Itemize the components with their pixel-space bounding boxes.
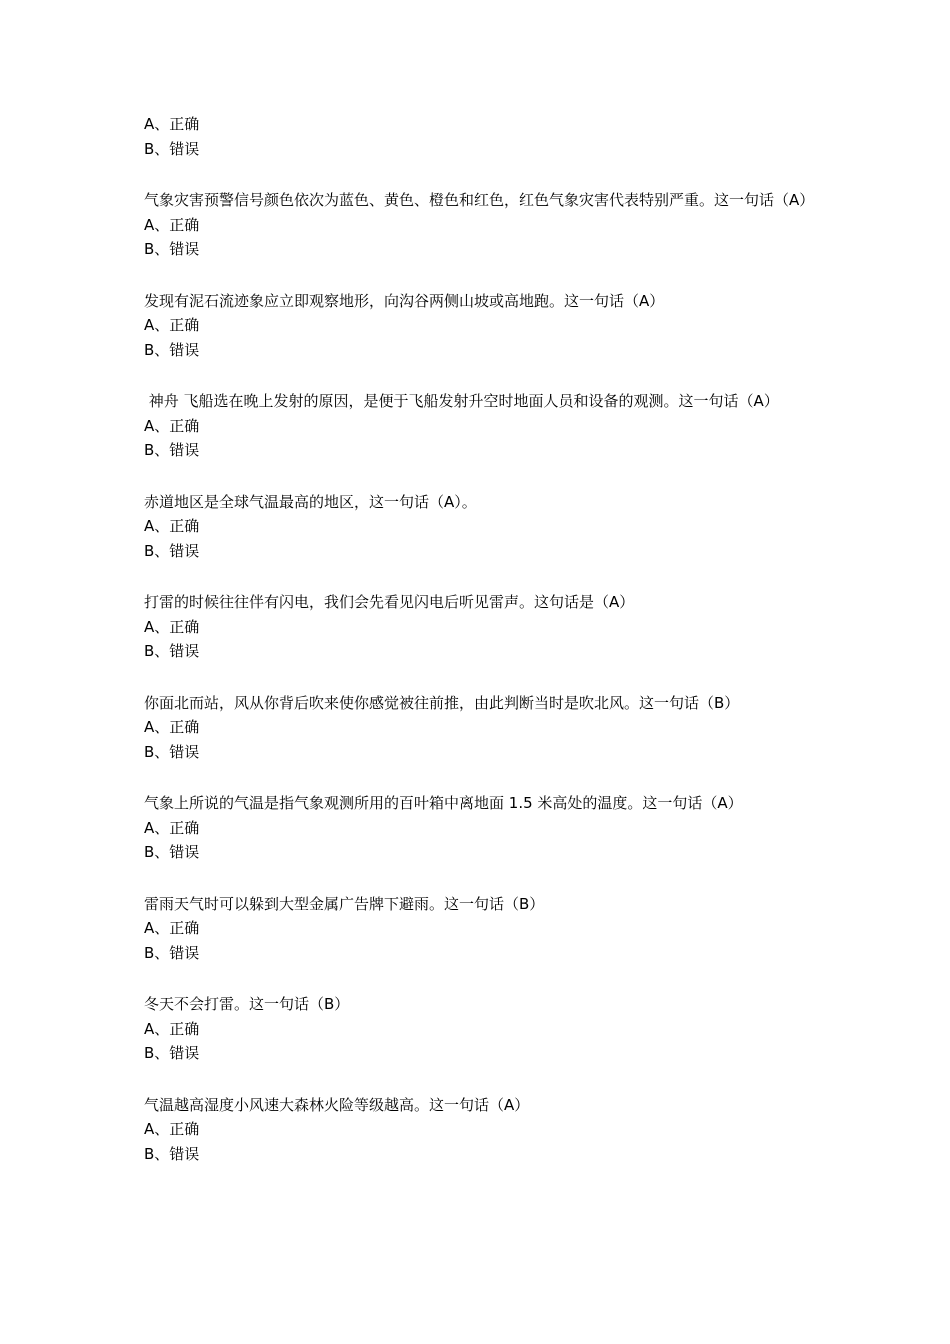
option-b: B、错误 — [144, 441, 200, 459]
option-a: A、正确 — [144, 718, 200, 736]
question-block-2 — [144, 289, 814, 363]
question-text: 气象灾害预警信号颜色依次为蓝色、黄色、橙色和红色，红色气象灾害代表特别严重。这一句话（A） — [144, 191, 815, 209]
question-text: 气象上所说的气温是指气象观测所用的百叶箱中离地面 1.5 米高处的温度。这一句话（A） — [144, 794, 743, 812]
option-b: B、错误 — [144, 742, 200, 761]
option-b: B、错误 — [144, 1144, 200, 1163]
question-text: 打雷的时候往往伴有闪电，我们会先看见闪电后听见雷声。这句话是（A） — [144, 593, 635, 611]
question-text: 神舟 飞船选在晚上发射的原因，是便于飞船发射升空时地面人员和设备的观测。这一句话（A） — [144, 392, 779, 410]
option-b: B、错误 — [144, 340, 200, 359]
option-a: A、正确 — [144, 818, 200, 837]
question-block-8 — [144, 892, 814, 966]
option-b: B、错误 — [144, 139, 200, 158]
question-text: 赤道地区是全球气温最高的地区，这一句话（A）。 — [144, 492, 477, 511]
question-block-6 — [144, 691, 814, 765]
option-b: B、错误 — [144, 642, 200, 660]
option-a: A、正确 — [144, 215, 200, 234]
option-a: A、正确 — [144, 1120, 200, 1138]
question-block-initial-options — [144, 112, 814, 161]
option-b: B、错误 — [144, 240, 200, 258]
option-b: B、错误 — [144, 843, 200, 861]
question-text: 冬天不会打雷。这一句话（B） — [144, 995, 350, 1013]
question-block-3 — [144, 389, 814, 463]
option-b: B、错误 — [144, 1044, 200, 1062]
question-block-1 — [144, 188, 814, 262]
option-a: A、正确 — [144, 919, 200, 937]
option-a: A、正确 — [144, 617, 200, 636]
option-b: B、错误 — [144, 943, 200, 962]
option-a: A、正确 — [144, 416, 200, 435]
question-text: 发现有泥石流迹象应立即观察地形，向沟谷两侧山坡或高地跑。这一句话（A） — [144, 291, 665, 310]
option-b: B、错误 — [144, 541, 200, 560]
question-text: 雷雨天气时可以躲到大型金属广告牌下避雨。这一句话（B） — [144, 894, 545, 913]
question-text: 气温越高湿度小风速大森林火险等级越高。这一句话（A） — [144, 1095, 530, 1114]
option-a: A、正确 — [144, 517, 200, 535]
question-text: 你面北而站，风从你背后吹来使你感觉被往前推，由此判断当时是吹北风。这一句话（B） — [144, 693, 740, 712]
option-a: A、正确 — [144, 115, 200, 133]
question-block-10 — [144, 1093, 814, 1167]
question-block-7 — [144, 791, 814, 865]
question-block-4 — [144, 490, 814, 564]
option-a: A、正确 — [144, 1019, 200, 1038]
question-block-9 — [144, 992, 814, 1066]
question-block-5 — [144, 590, 814, 664]
document-page — [144, 112, 814, 1193]
option-a: A、正确 — [144, 316, 200, 334]
